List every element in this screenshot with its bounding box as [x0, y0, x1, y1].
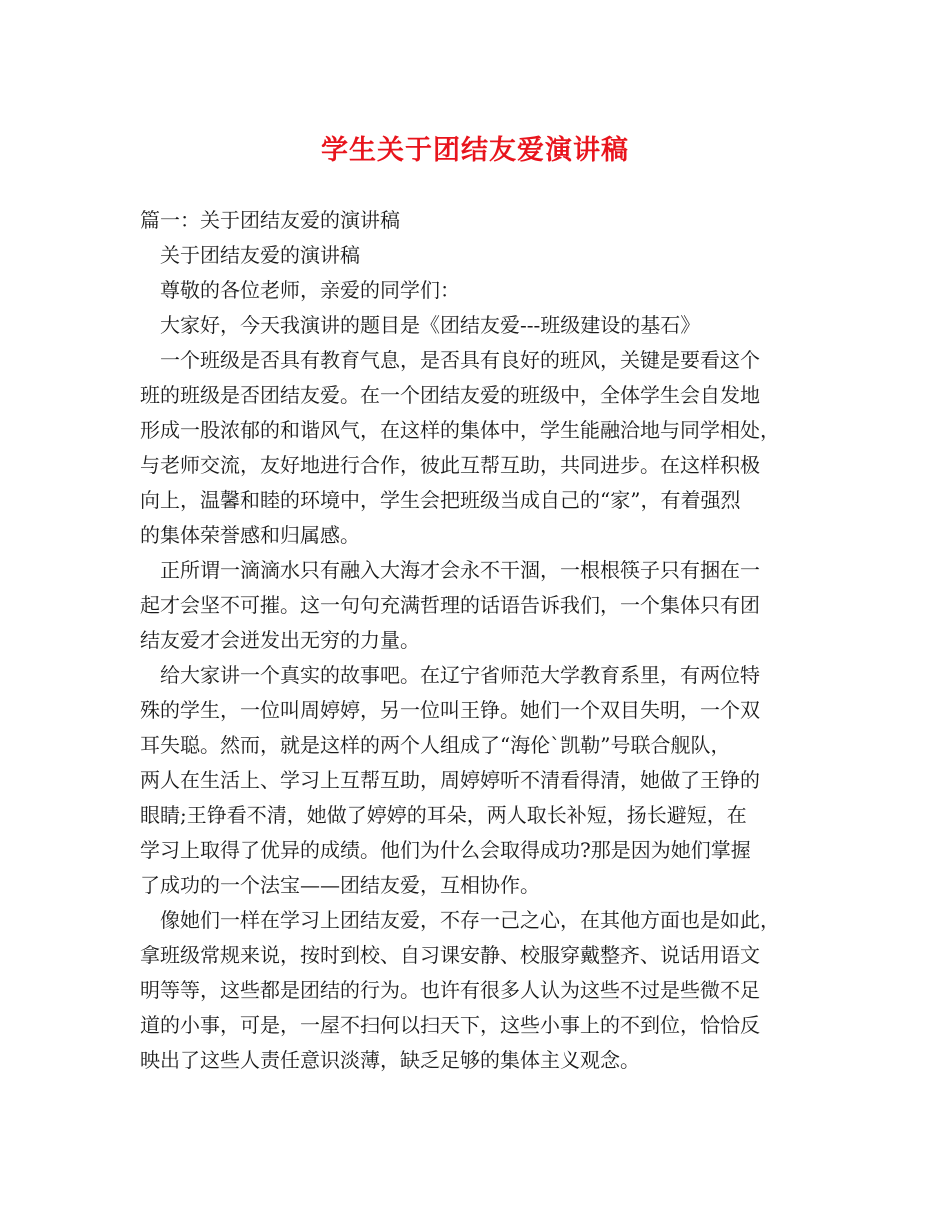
text-line: 班的班级是否团结友爱。在一个团结友爱的班级中，全体学生会自发地 — [140, 383, 760, 407]
paragraph — [140, 308, 820, 343]
text-line: 一个班级是否具有教育气息，是否具有良好的班风，关键是要看这个 — [140, 348, 760, 372]
text-line: 道的小事，可是，一屋不扫何以扫天下，这些小事上的不到位，恰恰反 — [140, 1013, 760, 1037]
text-line: 两人在生活上、学习上互帮互助，周婷婷听不清看得清，她做了王铮的 — [140, 768, 760, 792]
text-line: 学习上取得了优异的成绩。他们为什么会取得成功?那是因为她们掌握 — [140, 838, 751, 862]
paragraph — [140, 903, 820, 1078]
paragraph — [140, 343, 820, 553]
text-line: 像她们一样在学习上团结友爱，不存一己之心，在其他方面也是如此， — [140, 908, 780, 932]
text-line: 给大家讲一个真实的故事吧。在辽宁省师范大学教育系里，有两位特 — [140, 663, 760, 687]
text-line: 篇一：关于团结友爱的演讲稿 — [140, 208, 400, 232]
text-line: 起才会坚不可摧。这一句句充满哲理的话语告诉我们，一个集体只有团 — [140, 593, 760, 617]
document-body — [140, 203, 820, 1078]
document-title: 学生关于团结友爱演讲稿 — [321, 135, 629, 166]
text-line: 殊的学生，一位叫周婷婷，另一位叫王铮。她们一个双目失明，一个双 — [140, 698, 760, 722]
text-line: 的集体荣誉感和归属感。 — [140, 523, 360, 547]
paragraph — [140, 273, 820, 308]
text-line: 拿班级常规来说，按时到校、自习课安静、校服穿戴整齐、说话用语文 — [140, 943, 760, 967]
paragraph — [140, 658, 820, 903]
text-line: 大家好，今天我演讲的题目是《团结友爱---班级建设的基石》 — [140, 313, 701, 337]
text-line: 形成一股浓郁的和谐风气，在这样的集体中，学生能融洽地与同学相处， — [140, 418, 780, 442]
text-line: 关于团结友爱的演讲稿 — [140, 243, 360, 267]
text-line: 结友爱才会迸发出无穷的力量。 — [140, 628, 420, 652]
text-line: 眼睛;王铮看不清，她做了婷婷的耳朵，两人取长补短，扬长避短，在 — [140, 803, 747, 827]
paragraph — [140, 238, 820, 273]
text-line: 正所谓一滴滴水只有融入大海才会永不干涸，一根根筷子只有捆在一 — [140, 558, 760, 582]
text-line: 耳失聪。然而，就是这样的两个人组成了“海伦`凯勒”号联合舰队， — [140, 733, 731, 757]
text-line: 映出了这些人责任意识淡薄，缺乏足够的集体主义观念。 — [140, 1048, 640, 1072]
paragraph — [140, 553, 820, 658]
paragraph — [140, 203, 820, 238]
text-line: 与老师交流，友好地进行合作，彼此互帮互助，共同进步。在这样积极 — [140, 453, 760, 477]
text-line: 明等等，这些都是团结的行为。也许有很多人认为这些不过是些微不足 — [140, 978, 760, 1002]
text-line: 向上，温馨和睦的环境中，学生会把班级当成自己的“家”，有着强烈 — [140, 488, 741, 512]
text-line: 了成功的一个法宝——团结友爱，互相协作。 — [140, 873, 540, 897]
text-line: 尊敬的各位老师，亲爱的同学们： — [140, 278, 460, 302]
